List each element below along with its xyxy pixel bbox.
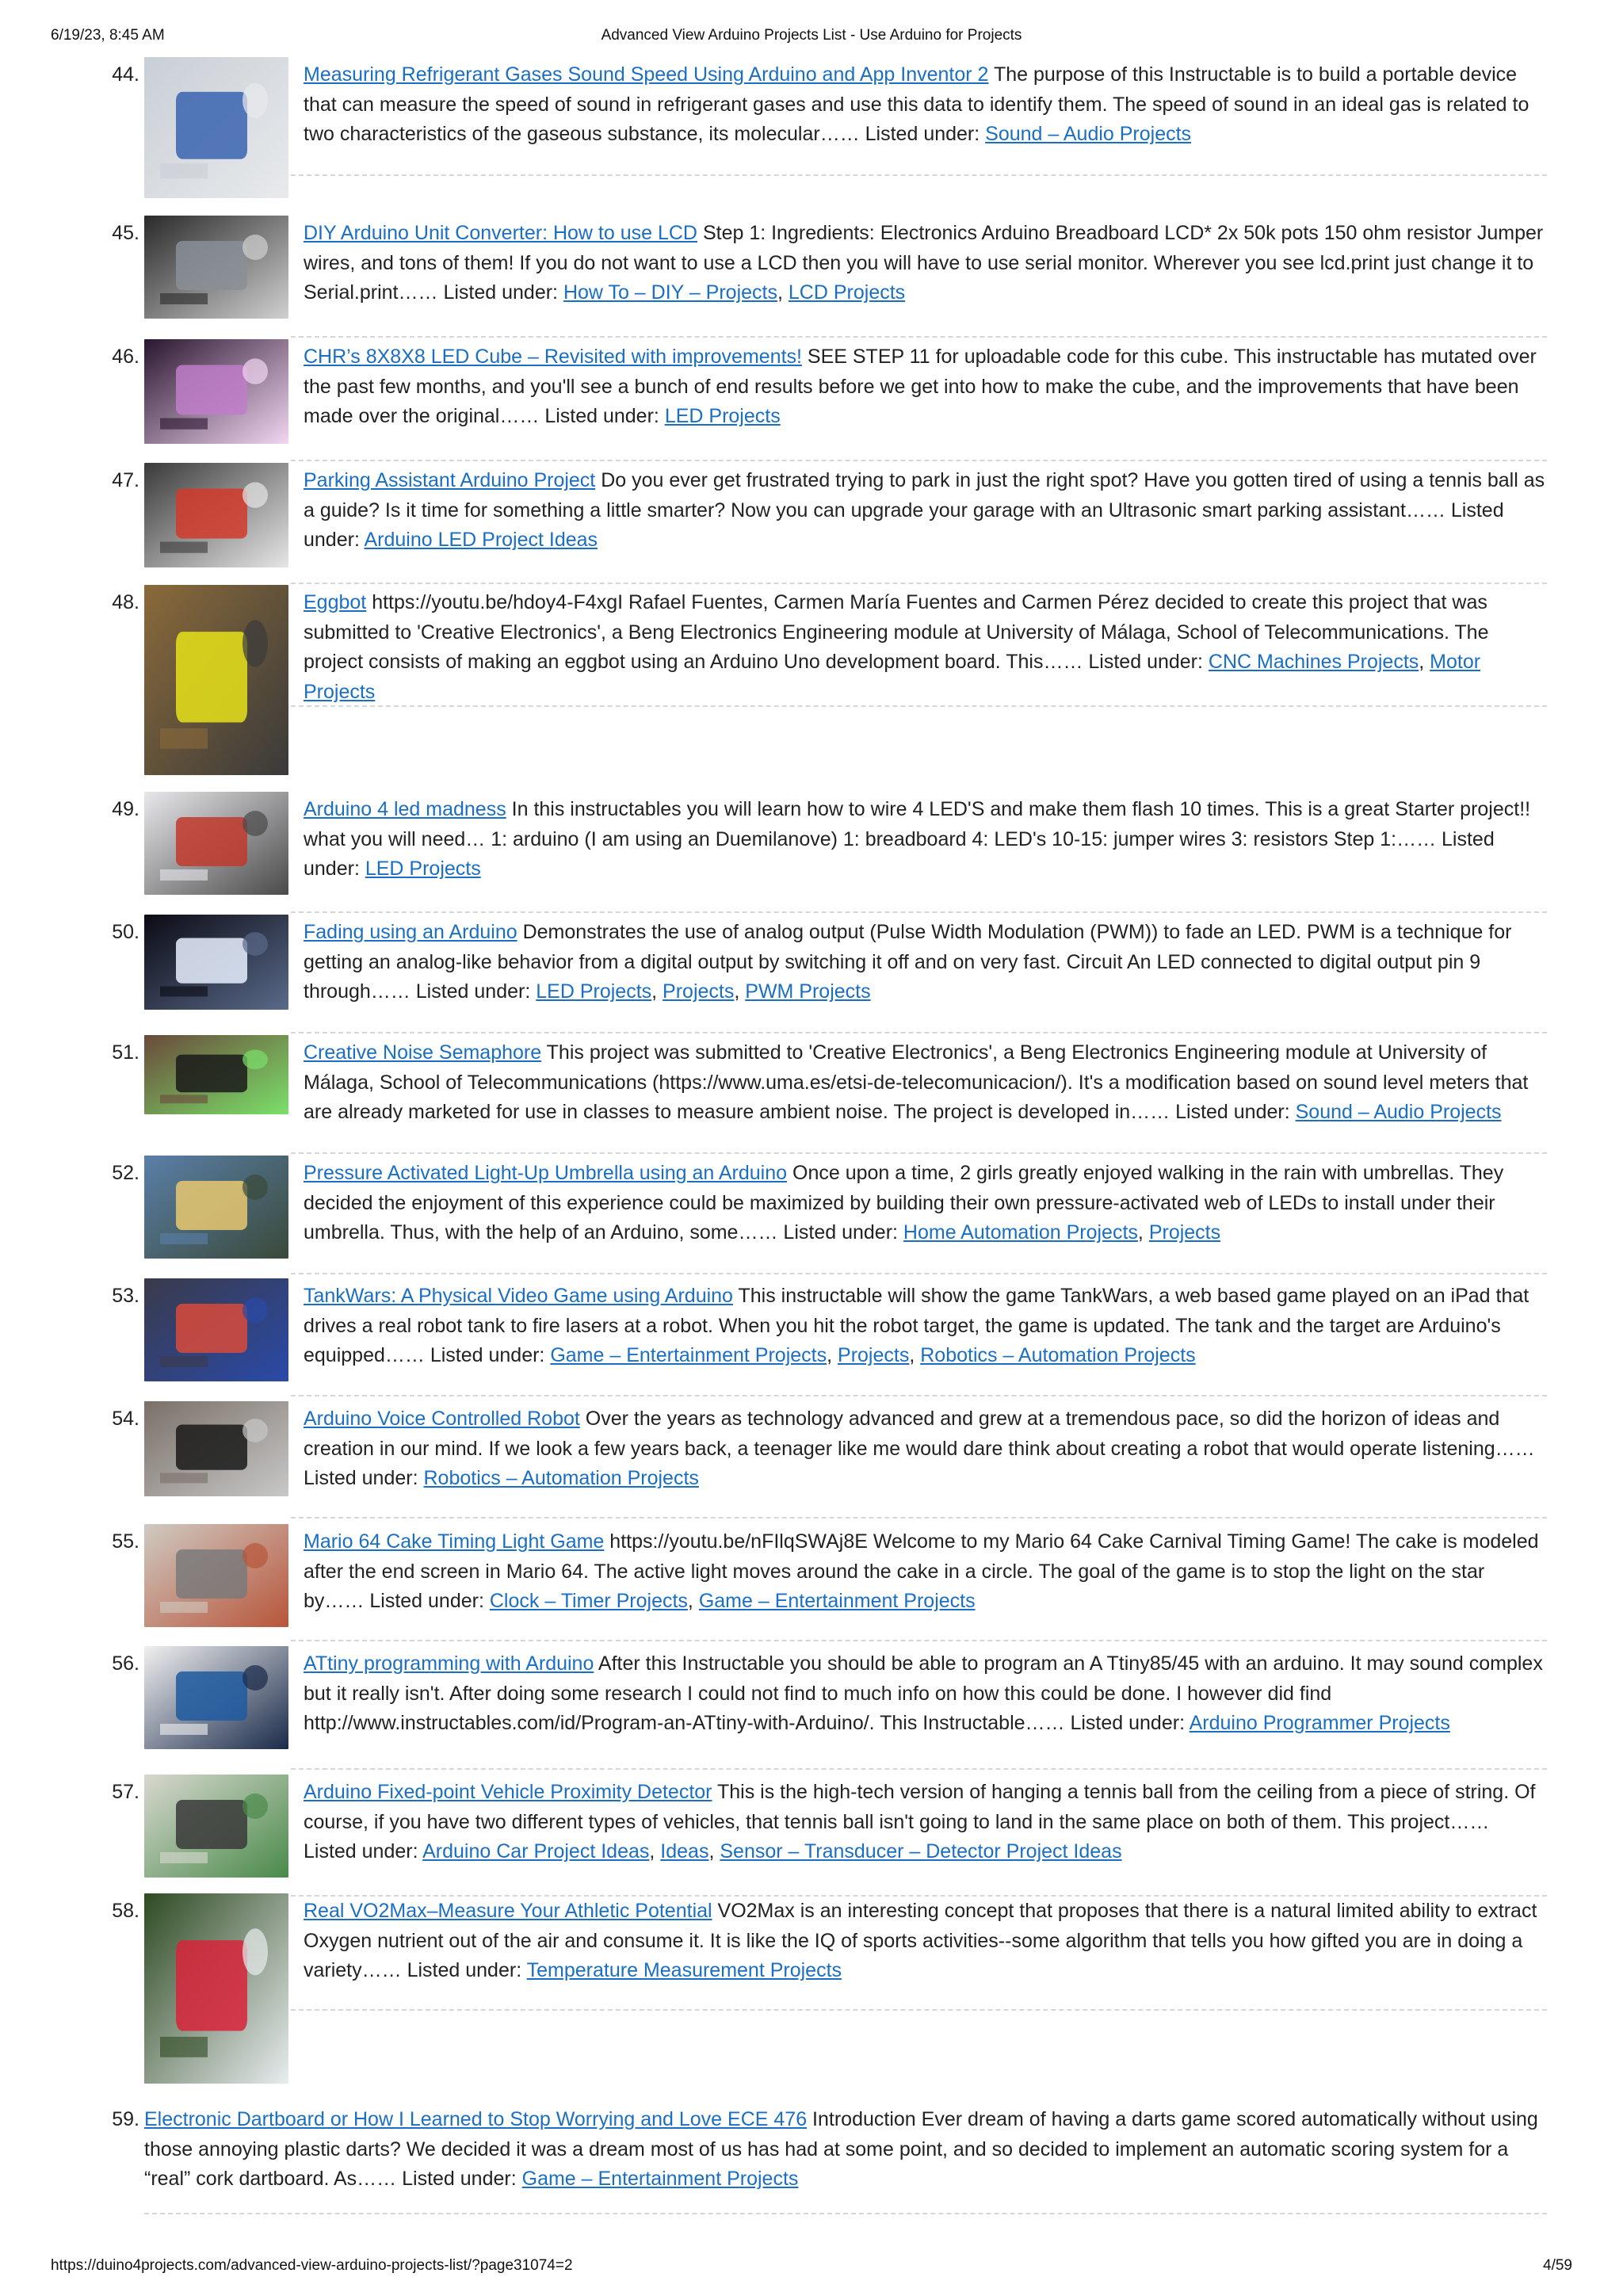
entry-divider (291, 2009, 1547, 2011)
entry-number: 46. (112, 346, 139, 368)
category-link[interactable]: Sound – Audio Projects (985, 123, 1192, 145)
category-separator: , (827, 1344, 838, 1366)
print-footer (0, 2257, 1623, 2279)
entry-number: 49. (112, 798, 139, 820)
entry-number: 47. (112, 469, 139, 491)
project-description: Introduction Ever dream of having a darts game scored automatically without using those annoying plastic darts? We decided it was a dream most of us has had at some point, and so decided to implement an automatic scoring system for a “real” cork dartboard. As…… (144, 2108, 1538, 2190)
page-url: https://duino4projects.com/advanced-view-arduino-projects-list/?page31074=2 (51, 2257, 573, 2274)
project-thumbnail[interactable] (144, 1524, 288, 1627)
category-link[interactable]: Home Automation Projects (903, 1221, 1138, 1244)
project-thumbnail[interactable] (144, 57, 288, 198)
print-header (0, 27, 1623, 49)
category-separator: , (734, 980, 746, 1003)
project-thumbnail[interactable] (144, 1646, 288, 1749)
entry-text (304, 588, 1546, 707)
entry-text (304, 342, 1546, 432)
project-description: VO2Max is an interesting concept that proposes that there is a natural limited ability to extract Oxygen nutrient out of the air and consume it. It is like the IQ of sports activities--some algorithm that tells you how gifted you are in doing a variety…… (304, 1900, 1537, 1981)
entry-text (304, 1159, 1546, 1248)
category-link[interactable]: Clock – Timer Projects (489, 1590, 688, 1612)
project-title-link[interactable]: Electronic Dartboard or How I Learned to Stop Worrying and Love ECE 476 (144, 2108, 808, 2130)
category-link[interactable]: Robotics – Automation Projects (423, 1467, 699, 1489)
category-separator: , (687, 1590, 699, 1612)
listed-under-label: Listed under: (865, 123, 986, 145)
project-description: Demonstrates the use of analog output (Pulse Width Modulation (PWM)) to fade an LED. PWM is a technique for getting an analog-like behavior from a digital output by switching it off and on very fast. Circuit An LED connected to digital output pin 9 through…… (304, 921, 1512, 1003)
entry-number: 58. (112, 1900, 139, 1922)
project-thumbnail[interactable] (144, 915, 288, 1010)
entry-divider (291, 1273, 1547, 1274)
project-description: This is the high-tech version of hanging a tennis ball from the ceiling from a piece of string. Of course, if you have two different types of vehicles, that tennis ball isn't going to land in the same place on both of them. This project…… (304, 1781, 1536, 1833)
project-description: After this Instructable you should be able to program an A Ttiny85/45 with an arduino. It may sound complex but it really isn't. After doing some research I could not find to much info on how this could be done. I however did find http://www.instructables.com/id/Program-an-ATtiny-with-Arduino/. This Instructable…… (304, 1652, 1543, 1734)
listed-under-label: Listed under: (304, 499, 1504, 551)
category-link[interactable]: PWM Projects (745, 980, 871, 1003)
entry-number: 52. (112, 1162, 139, 1184)
listed-under-label: Listed under: (304, 827, 1495, 880)
category-separator: , (649, 1840, 661, 1862)
project-description: This project was submitted to 'Creative Electronics', a Beng Electronics Engineering module at University of Málaga, School of Telecommunications (https://www.uma.es/etsi-de-telecomunicacion/). It's a modification based on sound level meters that are already marketed for use in classes to measure ambient noise. The project is developed in…… (304, 1041, 1529, 1123)
category-link[interactable]: How To – DIY – Projects (563, 281, 777, 304)
project-description: In this instructables you will learn how to wire 4 LED'S and make them flash 10 times. This is a great Starter project!! what you will need… 1: arduino (I am using an Duemilanove) 1: breadboard 4: LED's 10-15: jumper wires 3: resistors Step 1:…… (304, 798, 1531, 850)
entry-text (304, 466, 1546, 556)
project-description: This instructable will show the game TankWars, a web based game played on an iPad that drives a real robot tank to fire lasers at a robot. When you hit the robot target, the game is updated. The tank and the target are Arduino's equipped…… (304, 1285, 1529, 1366)
entry-number: 59. (112, 2108, 139, 2130)
entry-divider (291, 705, 1547, 707)
project-title-link[interactable]: Arduino 4 led madness (304, 798, 506, 820)
category-link[interactable]: Arduino Programmer Projects (1189, 1712, 1450, 1734)
category-separator: , (708, 1840, 720, 1862)
entry-divider (291, 174, 1547, 176)
category-link[interactable]: Projects (663, 980, 735, 1003)
print-date: 6/19/23, 8:45 AM (51, 27, 165, 44)
entry-divider (291, 1032, 1547, 1033)
project-thumbnail[interactable] (144, 1035, 288, 1114)
project-description: https://youtu.be/hdoy4-F4xgI Rafael Fuentes, Carmen María Fuentes and Carmen Pérez decided to create this project that was submitted to 'Creative Electronics', a Beng Electronics Engineering module at University of Málaga, School of Telecommunications. The project consists of making an eggbot using an Arduino Uno development board. This…… (304, 591, 1489, 673)
project-description: Step 1: Ingredients: Electronics Arduino Breadboard LCD* 2x 50k pots 150 ohm resistor Jumper wires, and tons of them! If you do not want to use a LCD then you will have to use serial monitor. Wherever you see lcd.print just change it to Serial.print…… (304, 222, 1544, 304)
listed-under-label: Listed under: (369, 1590, 490, 1612)
category-link[interactable]: Projects (1148, 1221, 1221, 1244)
category-link[interactable]: Arduino Car Project Ideas (422, 1840, 650, 1862)
category-link[interactable]: Game – Entertainment Projects (698, 1590, 976, 1612)
project-thumbnail[interactable] (144, 1401, 288, 1496)
project-title-link[interactable]: Creative Noise Semaphore (304, 1041, 542, 1064)
entry-number: 55. (112, 1530, 139, 1553)
entry-divider (291, 911, 1547, 913)
listed-under-label: Listed under: (415, 980, 537, 1003)
entry-text (304, 219, 1546, 308)
project-description: SEE STEP 11 for uploadable code for this cube. This instructable has mutated over the past few months, and you'll see a bunch of end results before we get into how to make the cube, and the improvements that have been made over the original…… (304, 346, 1537, 427)
category-link[interactable]: Game – Entertainment Projects (521, 2168, 799, 2190)
entry-divider (291, 1768, 1547, 1770)
entry-number: 56. (112, 1652, 139, 1675)
listed-under-label: Listed under: (783, 1221, 903, 1244)
category-link[interactable]: LED Projects (365, 858, 481, 880)
category-link[interactable]: LCD Projects (788, 281, 906, 304)
category-link[interactable]: Sound – Audio Projects (1295, 1101, 1502, 1123)
project-thumbnail[interactable] (144, 1278, 288, 1381)
category-separator: , (1419, 651, 1430, 673)
listed-under-label: Listed under: (402, 2168, 522, 2190)
entry-number: 48. (112, 591, 139, 613)
entry-text (304, 60, 1546, 150)
project-thumbnail[interactable] (144, 792, 288, 895)
project-title-link[interactable]: Arduino Fixed-point Vehicle Proximity Detector (304, 1781, 712, 1803)
category-link[interactable]: Projects (838, 1344, 910, 1366)
category-separator: , (777, 281, 789, 304)
entry-divider (291, 336, 1547, 338)
entry-number: 45. (112, 222, 139, 244)
entry-divider (291, 1517, 1547, 1519)
category-separator: , (1137, 1221, 1149, 1244)
project-title-link[interactable]: Fading using an Arduino (304, 921, 517, 943)
category-link[interactable]: LED Projects (536, 980, 652, 1003)
entry-divider (144, 2213, 1547, 2214)
project-title-link[interactable]: ATtiny programming with Arduino (304, 1652, 594, 1675)
project-description: Over the years as technology advanced and grew at a tremendous pace, so did the horizon of ideas and creation in our mind. If we look a few years back, a teenager like me would dare think about creating a robot that would operate listening…… (304, 1408, 1535, 1460)
category-link[interactable]: Arduino LED Project Ideas (364, 529, 598, 551)
project-thumbnail[interactable] (144, 1775, 288, 1878)
page-title: Advanced View Arduino Projects List - Use Arduino for Projects (601, 27, 1022, 44)
entry-text (304, 1778, 1546, 1867)
category-link[interactable]: Motor Projects (304, 651, 1481, 703)
project-thumbnail[interactable] (144, 339, 288, 444)
category-link[interactable]: Sensor – Transducer – Detector Project Ideas (720, 1840, 1122, 1862)
project-title-link[interactable]: Mario 64 Cake Timing Light Game (304, 1530, 605, 1553)
entry-text (304, 918, 1546, 1007)
project-thumbnail[interactable] (144, 1893, 288, 2084)
category-link[interactable]: Game – Entertainment Projects (550, 1344, 827, 1366)
project-thumbnail[interactable] (144, 585, 288, 775)
category-link[interactable]: CNC Machines Projects (1208, 651, 1419, 673)
category-link[interactable]: Robotics – Automation Projects (920, 1344, 1196, 1366)
project-title-link[interactable]: Measuring Refrigerant Gases Sound Speed Using Arduino and App Inventor 2 (304, 63, 989, 86)
project-title-link[interactable]: TankWars: A Physical Video Game using Arduino (304, 1285, 733, 1307)
project-title-link[interactable]: CHR’s 8X8X8 LED Cube – Revisited with improvements! (304, 346, 802, 368)
entry-number: 54. (112, 1408, 139, 1430)
listed-under-label: Listed under: (1070, 1712, 1190, 1734)
project-title-link[interactable]: Pressure Activated Light-Up Umbrella using an Arduino (304, 1162, 788, 1184)
entry-text (144, 2105, 1545, 2195)
listed-under-label: Listed under: (1175, 1101, 1296, 1123)
project-description: Do you ever get frustrated trying to park in just the right spot? Have you gotten tired of using a tennis ball as a guide? Is it time for something a little smarter? Now you can upgrade your garage with an Ultrasonic smart parking assistant…… (304, 469, 1545, 521)
entry-number: 51. (112, 1041, 139, 1064)
category-separator: , (909, 1344, 921, 1366)
listed-under-label: Listed under: (407, 1959, 527, 1981)
listed-under-label: Listed under: (1088, 651, 1209, 673)
entry-number: 44. (112, 63, 139, 86)
entry-divider (291, 1152, 1547, 1154)
project-thumbnail[interactable] (144, 216, 288, 319)
entry-divider (291, 1640, 1547, 1641)
project-description: The purpose of this Instructable is to build a portable device that can measure the speed of sound in refrigerant gases and use this data to identify them. The speed of sound in an ideal gas is related to two characteristics of the gaseous substance, its molecular…… (304, 63, 1529, 145)
project-description: Once upon a time, 2 girls greatly enjoyed walking in the rain with umbrellas. They decided the enjoyment of this experience could be maximized by building their own pressure-activated web of LEDs to install under their umbrella. Thus, with the help of an Arduino, some…… (304, 1162, 1504, 1244)
entry-text (304, 1282, 1546, 1371)
entry-number: 57. (112, 1781, 139, 1803)
entry-text (304, 1527, 1546, 1617)
project-thumbnail[interactable] (144, 463, 288, 567)
listed-under-label: Listed under: (544, 405, 665, 427)
entry-divider (291, 1395, 1547, 1396)
project-title-link[interactable]: Arduino Voice Controlled Robot (304, 1408, 580, 1430)
entry-text (304, 1038, 1546, 1128)
project-title-link[interactable]: Real VO2Max–Measure Your Athletic Potential (304, 1900, 712, 1922)
category-separator: , (651, 980, 663, 1003)
listed-under-label: Listed under: (304, 1840, 423, 1862)
entry-divider (291, 583, 1547, 584)
page-number: 4/59 (1543, 2257, 1572, 2274)
category-link[interactable]: Temperature Measurement Projects (526, 1959, 842, 1981)
entry-number: 53. (112, 1285, 139, 1307)
listed-under-label: Listed under: (443, 281, 563, 304)
project-description: https://youtu.be/nFIlqSWAj8E Welcome to my Mario 64 Cake Carnival Timing Game! The cake is modeled after the end screen in Mario 64. The active light moves around the cake in a circle. The goal of the game is to stop the light on the star by…… (304, 1530, 1539, 1612)
category-link[interactable]: LED Projects (664, 405, 781, 427)
listed-under-label: Listed under: (430, 1344, 551, 1366)
entry-text (304, 1404, 1546, 1494)
entry-number: 50. (112, 921, 139, 943)
project-title-link[interactable]: Eggbot (304, 591, 367, 613)
project-title-link[interactable]: DIY Arduino Unit Converter: How to use LCD (304, 222, 697, 244)
entry-divider (291, 460, 1547, 461)
project-thumbnail[interactable] (144, 1156, 288, 1259)
category-link[interactable]: Ideas (660, 1840, 709, 1862)
listed-under-label: Listed under: (304, 1467, 424, 1489)
entry-text (304, 1897, 1546, 1986)
entry-text (304, 1649, 1546, 1739)
entry-text (304, 795, 1546, 884)
project-title-link[interactable]: Parking Assistant Arduino Project (304, 469, 596, 491)
